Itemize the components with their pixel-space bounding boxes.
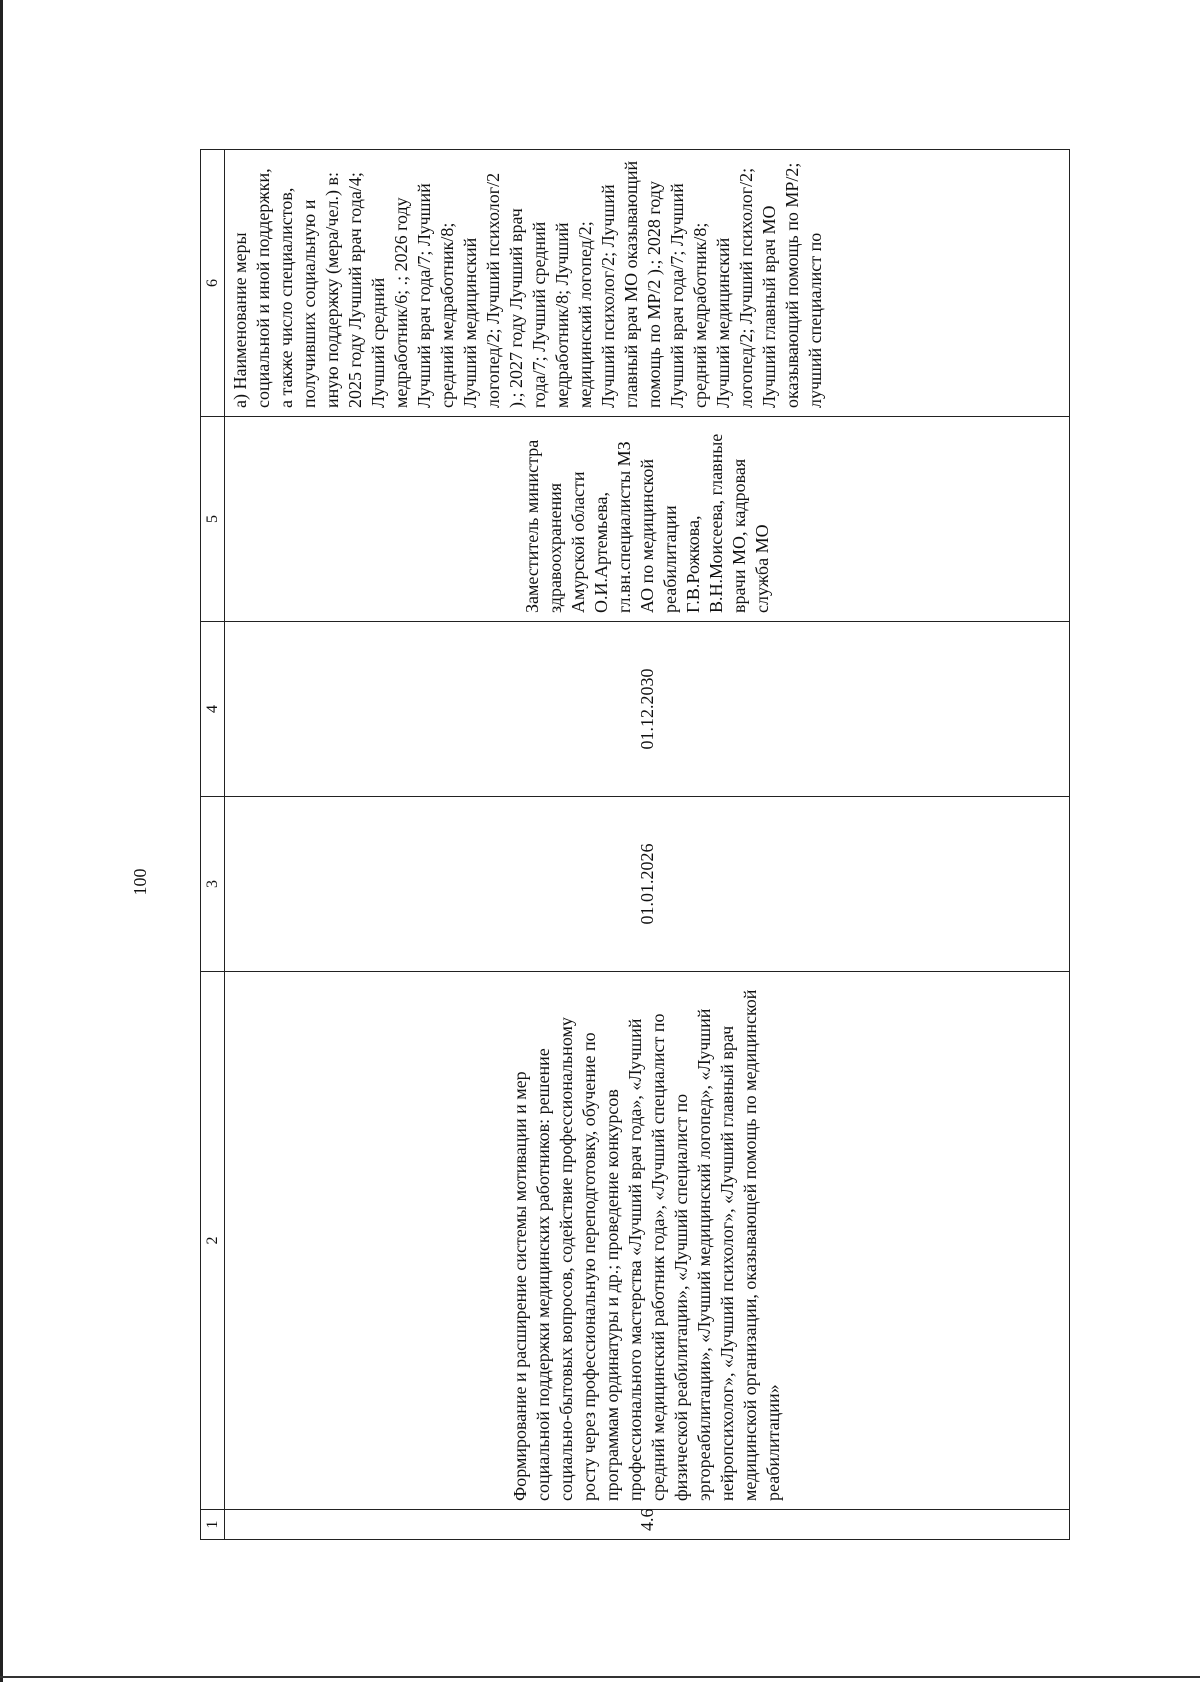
- table-container: [200, 150, 1070, 1540]
- header-row: [201, 150, 225, 1540]
- header-col-1: 1: [201, 1510, 225, 1540]
- result-indicator: а) Наименование меры социальной и иной поддержки, а также число специалистов, получивших социальную и иную поддержку (мера/чел.) в: 2025 году Лучший врач года/4; Лучший средний медработник/6; .; 2026 году Лучший врач года/7; Лучший средний медработник/8; Лучший медицинский логопед/2; Лучший психолог/2 ).; 2027 году Лучший врач года/7; Лучший средний медработник/8; Лучший медицинский логопед/2; Лучший психолог/2; Лучший главный врач МО оказывающий помощь по МР/2 ).; 2028 году Лучший врач года/7; Лучший средний медработник/8; Лучший медицинский логопед/2; Лучший психолог/2; Лучший главный врач МО оказывающий помощь по МР/2; лучший специалист по: [225, 150, 1070, 417]
- rotated-table-wrap: [200, 150, 1070, 1540]
- header-col-4: 4: [201, 622, 225, 797]
- row-number: 4.6: [225, 1510, 1070, 1540]
- header-col-5: 5: [201, 417, 225, 622]
- responsible-persons: Заместитель министра здравоохранения Амурской области О.И.Артемьева, гл.вн.специалисты МЗ АО по медицинской реабилитации Г.В.Рожкова, В.Н.Моисеева, главные врачи МО, кадровая служба МО: [225, 417, 1070, 622]
- table-row: [225, 150, 1070, 1540]
- header-col-6: 6: [201, 150, 225, 417]
- scan-edge-left: [0, 0, 3, 1682]
- start-date: 01.01.2026: [225, 797, 1070, 972]
- header-col-2: 2: [201, 972, 225, 1510]
- header-col-3: 3: [201, 797, 225, 972]
- scan-edge-bottom: [0, 1676, 1200, 1678]
- measures-table: [200, 149, 1070, 1540]
- end-date: 01.12.2030: [225, 622, 1070, 797]
- activity-description: Формирование и расширение системы мотивации и мер социальной поддержки медицинских работников: решение социально-бытовых вопросов, содействие профессиональному росту через профессиональную переподготовку, обучение по программам ординатуры и др.; проведение конкурсов профессионального мастерства «Лучший врач года», «Лучший средний медицинский работник года», «Лучший специалист по физической реабилитации», «Лучший специалист по эргореабилитации», «Лучший медицинский логопед», «Лучший нейропсихолог», «Лучший психолог», «Лучший главный врач медицинской организации, оказывающей помощь по медицинской реабилитации»: [225, 972, 1070, 1510]
- page-number: 100: [130, 868, 150, 896]
